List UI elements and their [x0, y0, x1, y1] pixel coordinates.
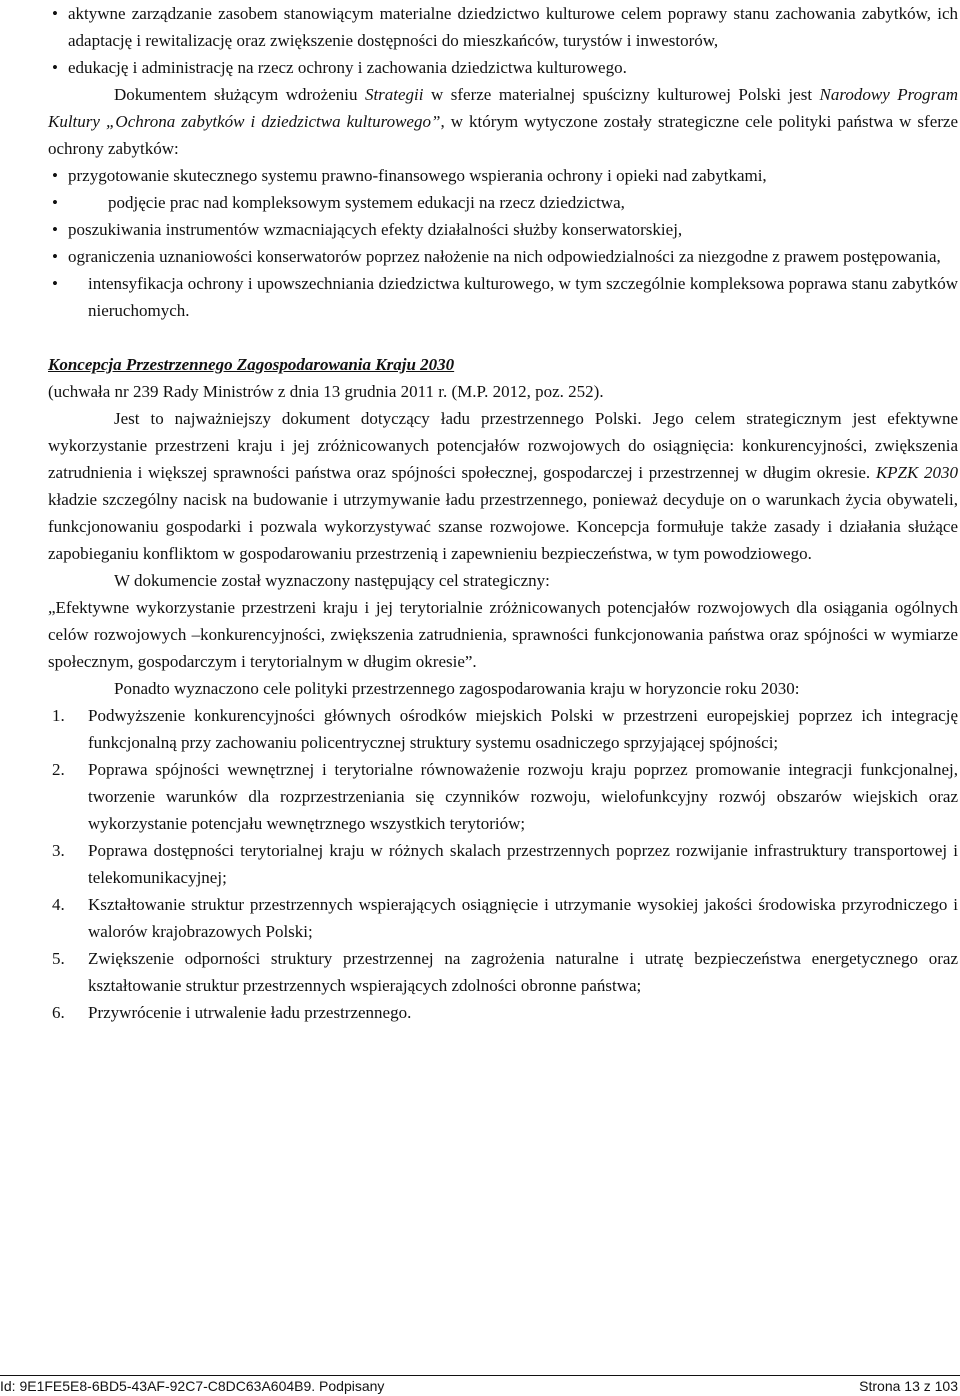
list-item	[48, 162, 958, 189]
list-item	[48, 243, 958, 270]
bullet-icon: •	[52, 4, 58, 23]
numbered-item	[48, 999, 958, 1026]
item-number: 6.	[52, 1003, 65, 1022]
bullet-text: przygotowanie skutecznego systemu prawno-finansowego wspierania ochrony i opieki nad zabytkami,	[68, 166, 767, 185]
section-heading: Koncepcja Przestrzennego Zagospodarowania Kraju 2030	[48, 355, 455, 374]
bullet-icon: •	[52, 166, 58, 185]
intro-text: , w którym wytyczone zostały strategiczne cele polityki państwa w sferze ochrony zabytków:	[48, 112, 958, 158]
item-text: Kształtowanie struktur przestrzennych wspierających osiągnięcie i utrzymanie wysokiej jakości środowiska przyrodniczego i walorów krajobrazowych Polski;	[88, 895, 958, 941]
bullet-text: ograniczenia uznaniowości konserwatorów poprzez nałożenie na nich odpowiedzialności za niezgodne z prawem postępowania,	[68, 247, 941, 266]
intro-text: w sferze materialnej spuścizny kulturowej Polski jest	[423, 85, 820, 104]
numbered-item	[48, 891, 958, 945]
item-text: Poprawa spójności wewnętrznej i terytorialne równoważenie rozwoju kraju poprzez promowanie integracji funkcjonalnej, tworzenie warunków dla rozprzestrzeniania się czynników rozwoju, wielofunkcyjny rozwój obszarów wiejskich oraz wykorzystanie potencjału wewnętrznego wszystkich terytoriów;	[88, 760, 958, 833]
list-item	[48, 216, 958, 243]
numbered-item	[48, 702, 958, 756]
program-name: Narodowy Program Kultury „Ochrona zabytków i dziedzictwa kulturowego”	[48, 85, 958, 131]
page-footer	[0, 1376, 960, 1396]
bullet-text: podjęcie prac nad kompleksowym systemem edukacji na rzecz dziedzictwa,	[108, 193, 625, 212]
item-number: 1.	[52, 706, 65, 725]
section-paragraph	[48, 405, 958, 567]
bullet-icon: •	[52, 58, 58, 77]
bullet-text: poszukiwania instrumentów wzmacniających efekty działalności służby konserwatorskiej,	[68, 220, 683, 239]
bullet-text: intensyfikacja ochrony i upowszechniania dziedzictwa kulturowego, w tym szczególnie kompleksowa poprawa stanu zabytków nieruchomych.	[88, 274, 958, 320]
bullet-text: edukację i administrację na rzecz ochrony i zachowania dziedzictwa kulturowego.	[68, 58, 627, 77]
paragraph-text: kładzie szczególny nacisk na budowanie i utrzymywanie ładu przestrzennego, ponieważ decyduje on o warunkach życia obywateli, funkcjonowaniu gospodarki i pozwala wykorzystywać szanse rozwojowe. Koncepcja formułuje także zasady i działania służące zapobieganiu konfliktom w gospodarowaniu przestrzenią i zapewnieniu bezpieczeństwa, w tym powodziowego.	[48, 490, 958, 563]
strategy-name: Strategii	[364, 85, 424, 104]
strategic-goal-quote: „Efektywne wykorzystanie przestrzeni kraju i jej terytorialnie zróżnicowanych potencjałów rozwojowych dla osiągania ogólnych celów rozwojowych –konkurencyjności, zwiększenia zatrudnienia, sprawności funkcjonowania państwa oraz spójności w wymiarze społecznym, gospodarczym i terytorialnym w długim okresie”.	[48, 598, 958, 671]
paragraph-text: Jest to najważniejszy dokument dotyczący ładu przestrzennego Polski. Jego celem strategicznym jest efektywne wykorzystanie przestrzeni kraju i jej zróżnicowanych potencjałów rozwojowych do osiągnięcia: konkurencyjności, zwiększenia zatrudnienia i większej sprawności państwa oraz spójności społecznej, gospodarczej i przestrzennej w długim okresie.	[48, 409, 958, 482]
item-text: Podwyższenie konkurencyjności głównych ośrodków miejskich Polski w przestrzeni europejskiej poprzez ich integrację funkcjonalną przy zachowaniu policentrycznej struktury systemu osadniczego sprzyjającej spójności;	[88, 706, 958, 752]
goal-intro: W dokumencie został wyznaczony następujący cel strategiczny:	[114, 571, 550, 590]
document-page	[48, 0, 958, 1026]
numbered-item	[48, 756, 958, 837]
document-id: Id: 9E1FE5E8-6BD5-43AF-92C7-C8DC63A604B9. Podpisany	[0, 1378, 385, 1394]
bullet-icon: •	[52, 220, 58, 239]
numbered-item	[48, 945, 958, 999]
resolution-reference: (uchwała nr 239 Rady Ministrów z dnia 13 grudnia 2011 r. (M.P. 2012, poz. 252).	[48, 382, 604, 401]
list-item	[48, 0, 958, 54]
item-number: 2.	[52, 760, 65, 779]
list-item	[48, 189, 958, 216]
bullet-icon: •	[52, 247, 58, 266]
item-number: 4.	[52, 895, 65, 914]
item-text: Zwiększenie odporności struktury przestrzennej na zagrożenia naturalne i utratę bezpieczeństwa energetycznego oraz kształtowanie struktur przestrzennych wspierających zdolności obronne państwa;	[88, 949, 958, 995]
bullet-icon: •	[52, 193, 58, 212]
list-item	[48, 54, 958, 81]
bullet-icon: •	[52, 274, 58, 293]
item-number: 5.	[52, 949, 65, 968]
spacer	[48, 324, 958, 351]
intro-text: Dokumentem służącym wdrożeniu	[114, 85, 365, 104]
item-number: 3.	[52, 841, 65, 860]
kpzk-abbrev: KPZK 2030	[875, 463, 958, 482]
page-number: Strona 13 z 103	[859, 1378, 958, 1394]
list-item	[48, 270, 958, 324]
policy-goals-intro: Ponadto wyznaczono cele polityki przestrzennego zagospodarowania kraju w horyzoncie roku 2030:	[114, 679, 800, 698]
numbered-item	[48, 837, 958, 891]
intro-paragraph	[48, 81, 958, 162]
bullet-text: aktywne zarządzanie zasobem stanowiącym materialne dziedzictwo kulturowe celem poprawy stanu zachowania zabytków, ich adaptację i rewitalizację oraz zwiększenie dostępności do mieszkańców, turystów i inwestorów,	[68, 4, 958, 50]
item-text: Przywrócenie i utrwalenie ładu przestrzennego.	[88, 1003, 412, 1022]
item-text: Poprawa dostępności terytorialnej kraju w różnych skalach przestrzennych poprzez rozwijanie infrastruktury transportowej i telekomunikacyjnej;	[88, 841, 958, 887]
